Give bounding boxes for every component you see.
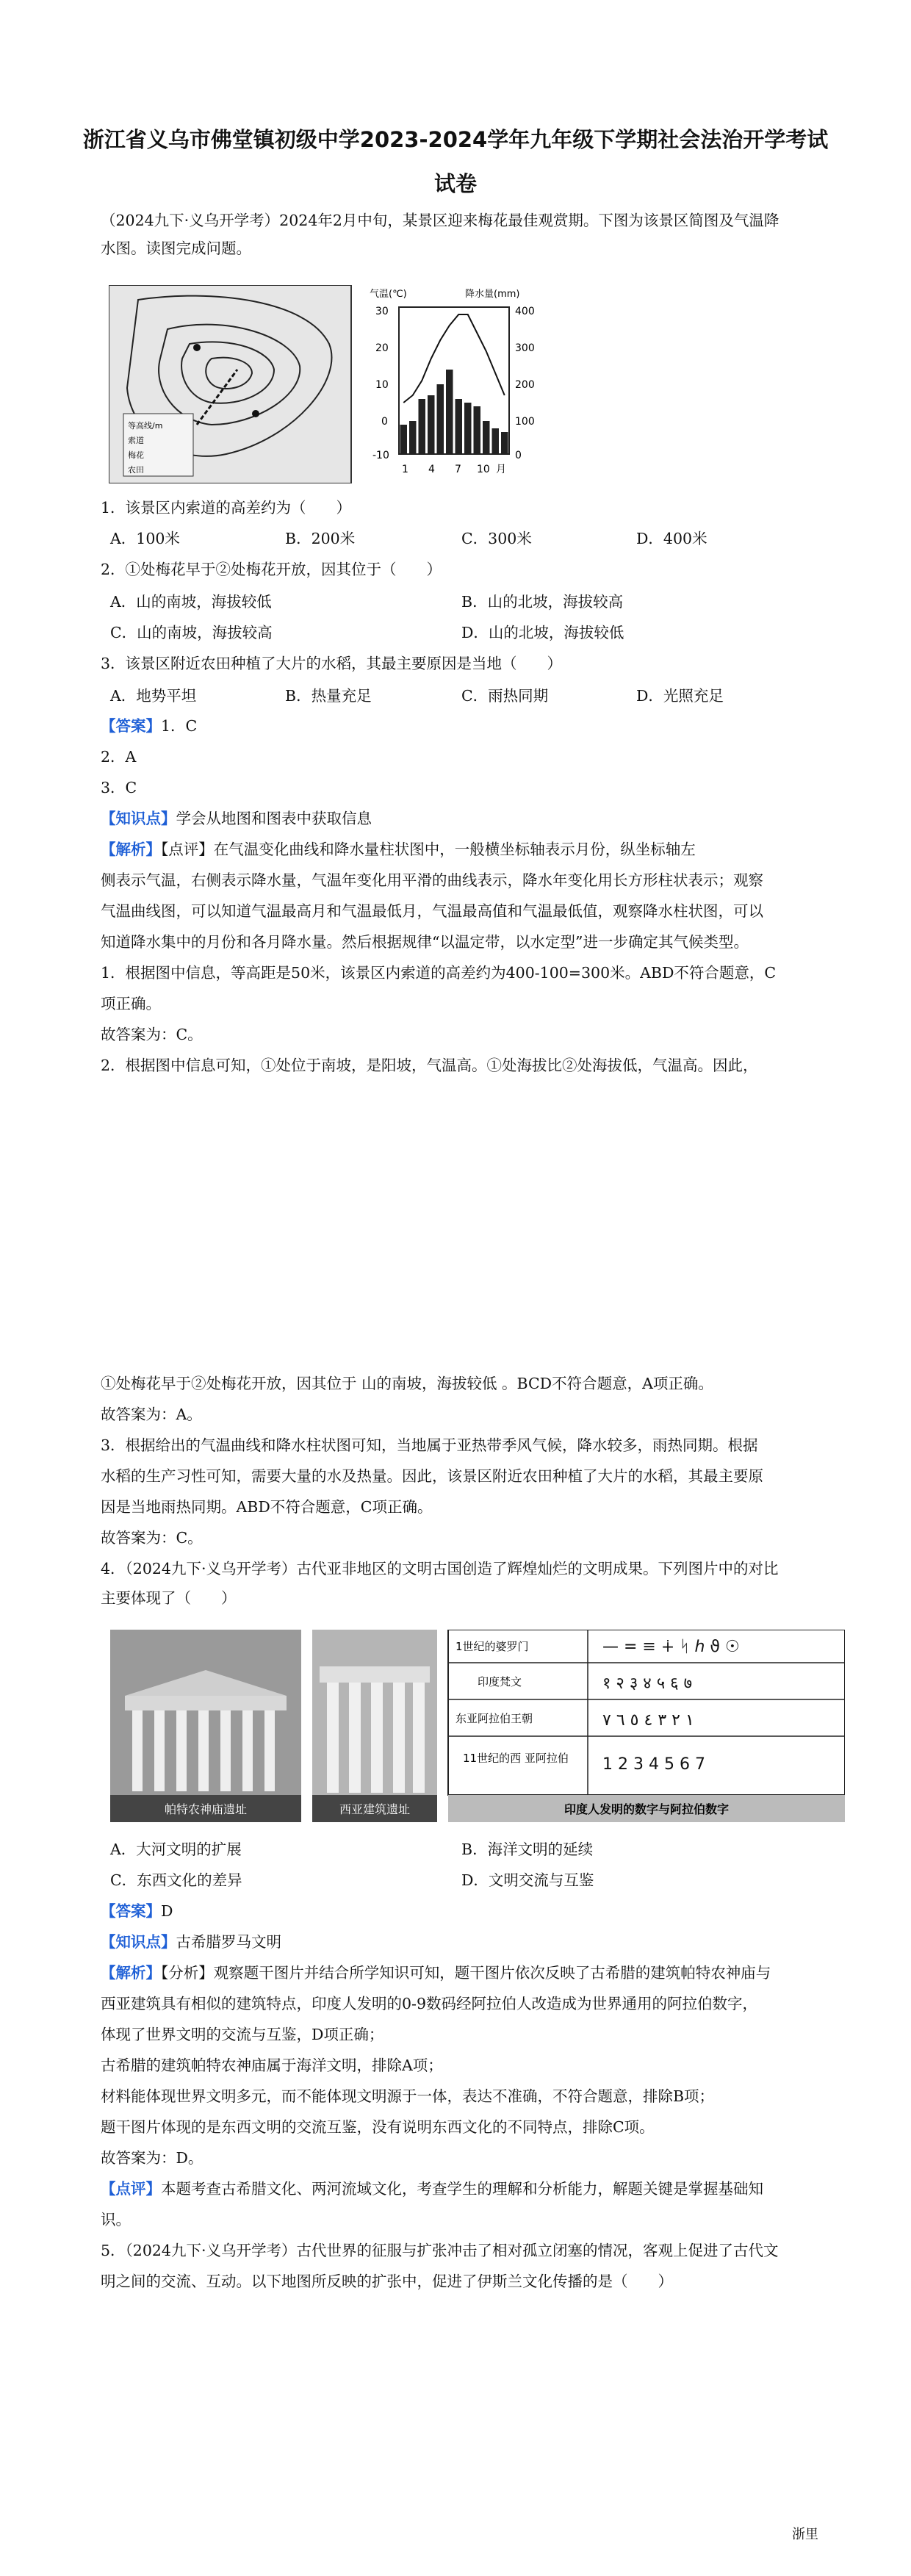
question-5-cont: 明之间的交流、互动。以下地图所反映的扩张中，促进了伊斯兰文化传播的是（ ） xyxy=(101,2273,673,2290)
analysis-text: 【分析】观察题干图片并结合所学知识可知，题干图片依次反映了古希腊的建筑帕特农神庙与 xyxy=(161,1964,771,1982)
legend-cableway: 索道 xyxy=(128,436,144,445)
precip-tick: 400 xyxy=(515,306,535,317)
svg-text:— = ≡ ∔ ᛋ ℎ ϑ ☉: — = ≡ ∔ ᛋ ℎ ϑ ☉ xyxy=(602,1638,740,1656)
caption-numerals: 印度人发明的数字与阿拉伯数字 xyxy=(563,1802,730,1816)
analysis-text: 古希腊的建筑帕特农神庙属于海洋文明，排除A项； xyxy=(101,2057,443,2074)
page-title: 浙江省义乌市佛堂镇初级中学2023-2024学年九年级下学期社会法治开学考试 xyxy=(82,127,829,152)
temp-tick: 0 xyxy=(381,416,388,428)
knowledge-point-2 xyxy=(101,1931,281,1953)
svg-text:१ २ ३ ४ ५ ६ ७: १ २ ३ ४ ५ ६ ७ xyxy=(602,1674,693,1693)
page-title-cont: 试卷 xyxy=(433,171,477,196)
analysis-tag: 【解析】 xyxy=(101,841,161,858)
review-text: 识。 xyxy=(101,2211,131,2228)
q4-option-d: D．文明交流与互鉴 xyxy=(461,1871,594,1889)
q1-option-b: B．200米 xyxy=(285,530,356,547)
answer-tag: 【答案】 xyxy=(101,1902,161,1920)
answer-2: 2．A xyxy=(101,748,137,766)
q1-option-a: A．100米 xyxy=(110,530,180,547)
analysis-text: ①处梅花早于②处梅花开放，因其位于 山的南坡，海拔较低 。BCD不符合题意，A项正确。 xyxy=(101,1375,713,1392)
temp-tick: -10 xyxy=(372,450,389,461)
answer-block-1 xyxy=(101,715,197,737)
precip-bar xyxy=(464,403,472,454)
knowledge-point-1 xyxy=(101,807,372,830)
caption-west-asia: 西亚建筑遗址 xyxy=(339,1802,411,1816)
analysis-2 xyxy=(101,1962,771,1984)
footer-mark: 浙里 xyxy=(792,2527,818,2542)
analysis-text: 体现了世界文明的交流与互鉴，D项正确； xyxy=(101,2026,384,2043)
q1-option-d: D．400米 xyxy=(636,530,707,547)
precip-bar xyxy=(501,432,508,454)
precip-tick: 0 xyxy=(515,450,522,461)
month-tick: 7 xyxy=(455,464,461,475)
analysis-text: 因是当地雨热同期。ABD不符合题意，C项正确。 xyxy=(101,1498,433,1516)
row-label: 印度梵文 xyxy=(478,1675,522,1688)
q2-option-d: D．山的北坡，海拔较低 xyxy=(461,624,624,641)
q3-option-b: B．热量充足 xyxy=(285,687,372,705)
question-2: 2．①处梅花早于②处梅花开放，因其位于（ ） xyxy=(101,561,442,578)
review-text: 本题考查古希腊文化、两河流域文化，考查学生的理解和分析能力，解题关键是掌握基础知 xyxy=(161,2180,763,2198)
precip-bar xyxy=(483,421,490,454)
caption-parthenon: 帕特农神庙遗址 xyxy=(164,1802,248,1816)
review-2 xyxy=(101,2178,763,2200)
row-label: 东亚阿拉伯王朝 xyxy=(455,1712,533,1725)
analysis-text: 气温曲线图，可以知道气温最高月和气温最低月，气温最高值和气温最低值，观察降水柱状图，可以 xyxy=(101,902,763,920)
legend-farmland: 农田 xyxy=(128,465,144,475)
precip-bar xyxy=(409,421,417,454)
q4-option-c: C．东西文化的差异 xyxy=(110,1871,242,1889)
precip-axis-label: 降水量(mm) xyxy=(465,289,520,300)
answer-4: D xyxy=(161,1902,173,1920)
svg-text:1 2 3 4 5 6 7: 1 2 3 4 5 6 7 xyxy=(602,1755,705,1774)
temp-tick: 20 xyxy=(375,342,389,354)
knowledge-text: 学会从地图和图表中获取信息 xyxy=(176,810,372,827)
precip-bar xyxy=(400,425,408,454)
knowledge-tag: 【知识点】 xyxy=(101,1933,176,1951)
precip-bar xyxy=(492,428,500,454)
answer-block-2 xyxy=(101,1900,173,1922)
row-label: 1世纪的婆罗门 xyxy=(455,1640,529,1653)
row-label: 11世纪的西 亚阿拉伯 xyxy=(463,1752,569,1765)
figure-civilizations xyxy=(110,1630,845,1822)
question-5: 5．（2024九下·义乌开学考）古代世界的征服与扩张冲击了相对孤立闭塞的情况，客观上促进了古代文 xyxy=(101,2242,779,2259)
temperature-curve xyxy=(403,314,505,403)
month-tick: 4 xyxy=(428,464,435,475)
civilization-images xyxy=(110,1630,845,1822)
knowledge-tag: 【知识点】 xyxy=(101,810,176,827)
temp-tick: 10 xyxy=(375,379,389,391)
q3-option-a: A．地势平坦 xyxy=(110,687,197,705)
analysis-tag: 【解析】 xyxy=(101,1964,161,1982)
intro-text: 水图。读图完成问题。 xyxy=(101,240,251,257)
legend-contour: 等高线/m xyxy=(128,421,163,431)
question-4: 4．（2024九下·义乌开学考）古代亚非地区的文明古国创造了辉煌灿烂的文明成果。下列图片中的对比 xyxy=(101,1560,779,1577)
month-tick: 10 xyxy=(477,464,490,475)
precip-tick: 200 xyxy=(515,379,535,391)
q3-option-c: C．雨热同期 xyxy=(461,687,549,705)
analysis-text: 故答案为：C。 xyxy=(101,1026,203,1043)
analysis-text: 故答案为：A。 xyxy=(101,1406,202,1423)
analysis-text: 【点评】在气温变化曲线和降水量柱状图中，一般横坐标轴表示月份，纵坐标轴左 xyxy=(161,841,696,858)
analysis-text: 知道降水集中的月份和各月降水量。然后根据规律“以温定带，以水定型”进一步确定其气候类型。 xyxy=(101,933,749,951)
analysis-text: 西亚建筑具有相似的建筑特点，印度人发明的0-9数码经阿拉伯人改造成为世界通用的阿拉伯数字， xyxy=(101,1995,758,2012)
precip-bar xyxy=(437,384,444,454)
q2-option-c: C．山的南坡，海拔较高 xyxy=(110,624,273,641)
precip-bar xyxy=(419,399,426,454)
analysis-text: 项正确。 xyxy=(101,995,161,1012)
temp-axis-label: 气温(℃) xyxy=(370,289,407,300)
question-4-cont: 主要体现了（ ） xyxy=(101,1589,237,1607)
analysis-text: 1．根据图中信息，等高距是50米，该景区内索道的高差约为400-100=300米。ABD不符合题意，C xyxy=(101,964,777,982)
answer-tag: 【答案】 xyxy=(101,717,161,735)
intro-text: （2024九下·义乌开学考）2024年2月中旬，某景区迎来梅花最佳观赏期。下图为该景区简图及气温降 xyxy=(101,212,779,229)
knowledge-text: 古希腊罗马文明 xyxy=(176,1933,281,1951)
analysis-text: 故答案为：C。 xyxy=(101,1529,203,1547)
q3-option-d: D．光照充足 xyxy=(636,687,724,705)
analysis-text: 材料能体现世界文明多元，而不能体现文明源于一体，表达不准确，不符合题意，排除B项； xyxy=(101,2087,715,2105)
temp-tick: 30 xyxy=(375,306,389,317)
precip-bar xyxy=(428,395,435,454)
analysis-text: 侧表示气温，右侧表示降水量，气温年变化用平滑的曲线表示，降水年变化用长方形柱状表示；观察 xyxy=(101,871,763,889)
q2-option-a: A．山的南坡，海拔较低 xyxy=(110,593,272,611)
question-1: 1．该景区内索道的高差约为（ ） xyxy=(101,499,352,517)
analysis-text: 水稻的生产习性可知，需要大量的水及热量。因此，该景区附近农田种植了大片的水稻，其最主要原 xyxy=(101,1467,763,1485)
q1-option-c: C．300米 xyxy=(461,530,532,547)
svg-text:١ ٢ ٣ ٤ ٥ ٦ ٧: ١ ٢ ٣ ٤ ٥ ٦ ٧ xyxy=(602,1711,694,1730)
q2-option-b: B．山的北坡，海拔较高 xyxy=(461,593,624,611)
precip-tick: 100 xyxy=(515,416,535,428)
legend-plum: 梅花 xyxy=(128,450,144,460)
answer-1: 1．C xyxy=(161,717,198,735)
q4-option-b: B．海洋文明的延续 xyxy=(461,1841,594,1858)
precip-bar xyxy=(446,370,453,454)
analysis-text: 3．根据给出的气温曲线和降水柱状图可知，当地属于亚热带季风气候，降水较多，雨热同期。根据 xyxy=(101,1436,758,1454)
scenic-map xyxy=(109,285,550,483)
q4-option-a: A．大河文明的扩展 xyxy=(110,1841,242,1858)
analysis-text: 故答案为：D。 xyxy=(101,2149,204,2167)
analysis-text: 2．根据图中信息可知，①处位于南坡，是阳坡，气温高。①处海拔比②处海拔低，气温高。因此， xyxy=(101,1057,758,1074)
review-tag: 【点评】 xyxy=(101,2180,161,2198)
question-3: 3．该景区附近农田种植了大片的水稻，其最主要原因是当地（ ） xyxy=(101,655,563,672)
analysis-text: 题干图片体现的是东西文明的交流互鉴，没有说明东西文化的不同特点，排除C项。 xyxy=(101,2118,655,2136)
precip-bar xyxy=(474,406,481,454)
analysis-1 xyxy=(101,838,696,860)
month-tick: 1 xyxy=(402,464,408,475)
month-tick: 月 xyxy=(496,464,506,475)
figure-map-climate xyxy=(109,285,550,483)
precip-bar xyxy=(455,399,463,454)
precip-tick: 300 xyxy=(515,342,535,354)
answer-3: 3．C xyxy=(101,779,137,796)
